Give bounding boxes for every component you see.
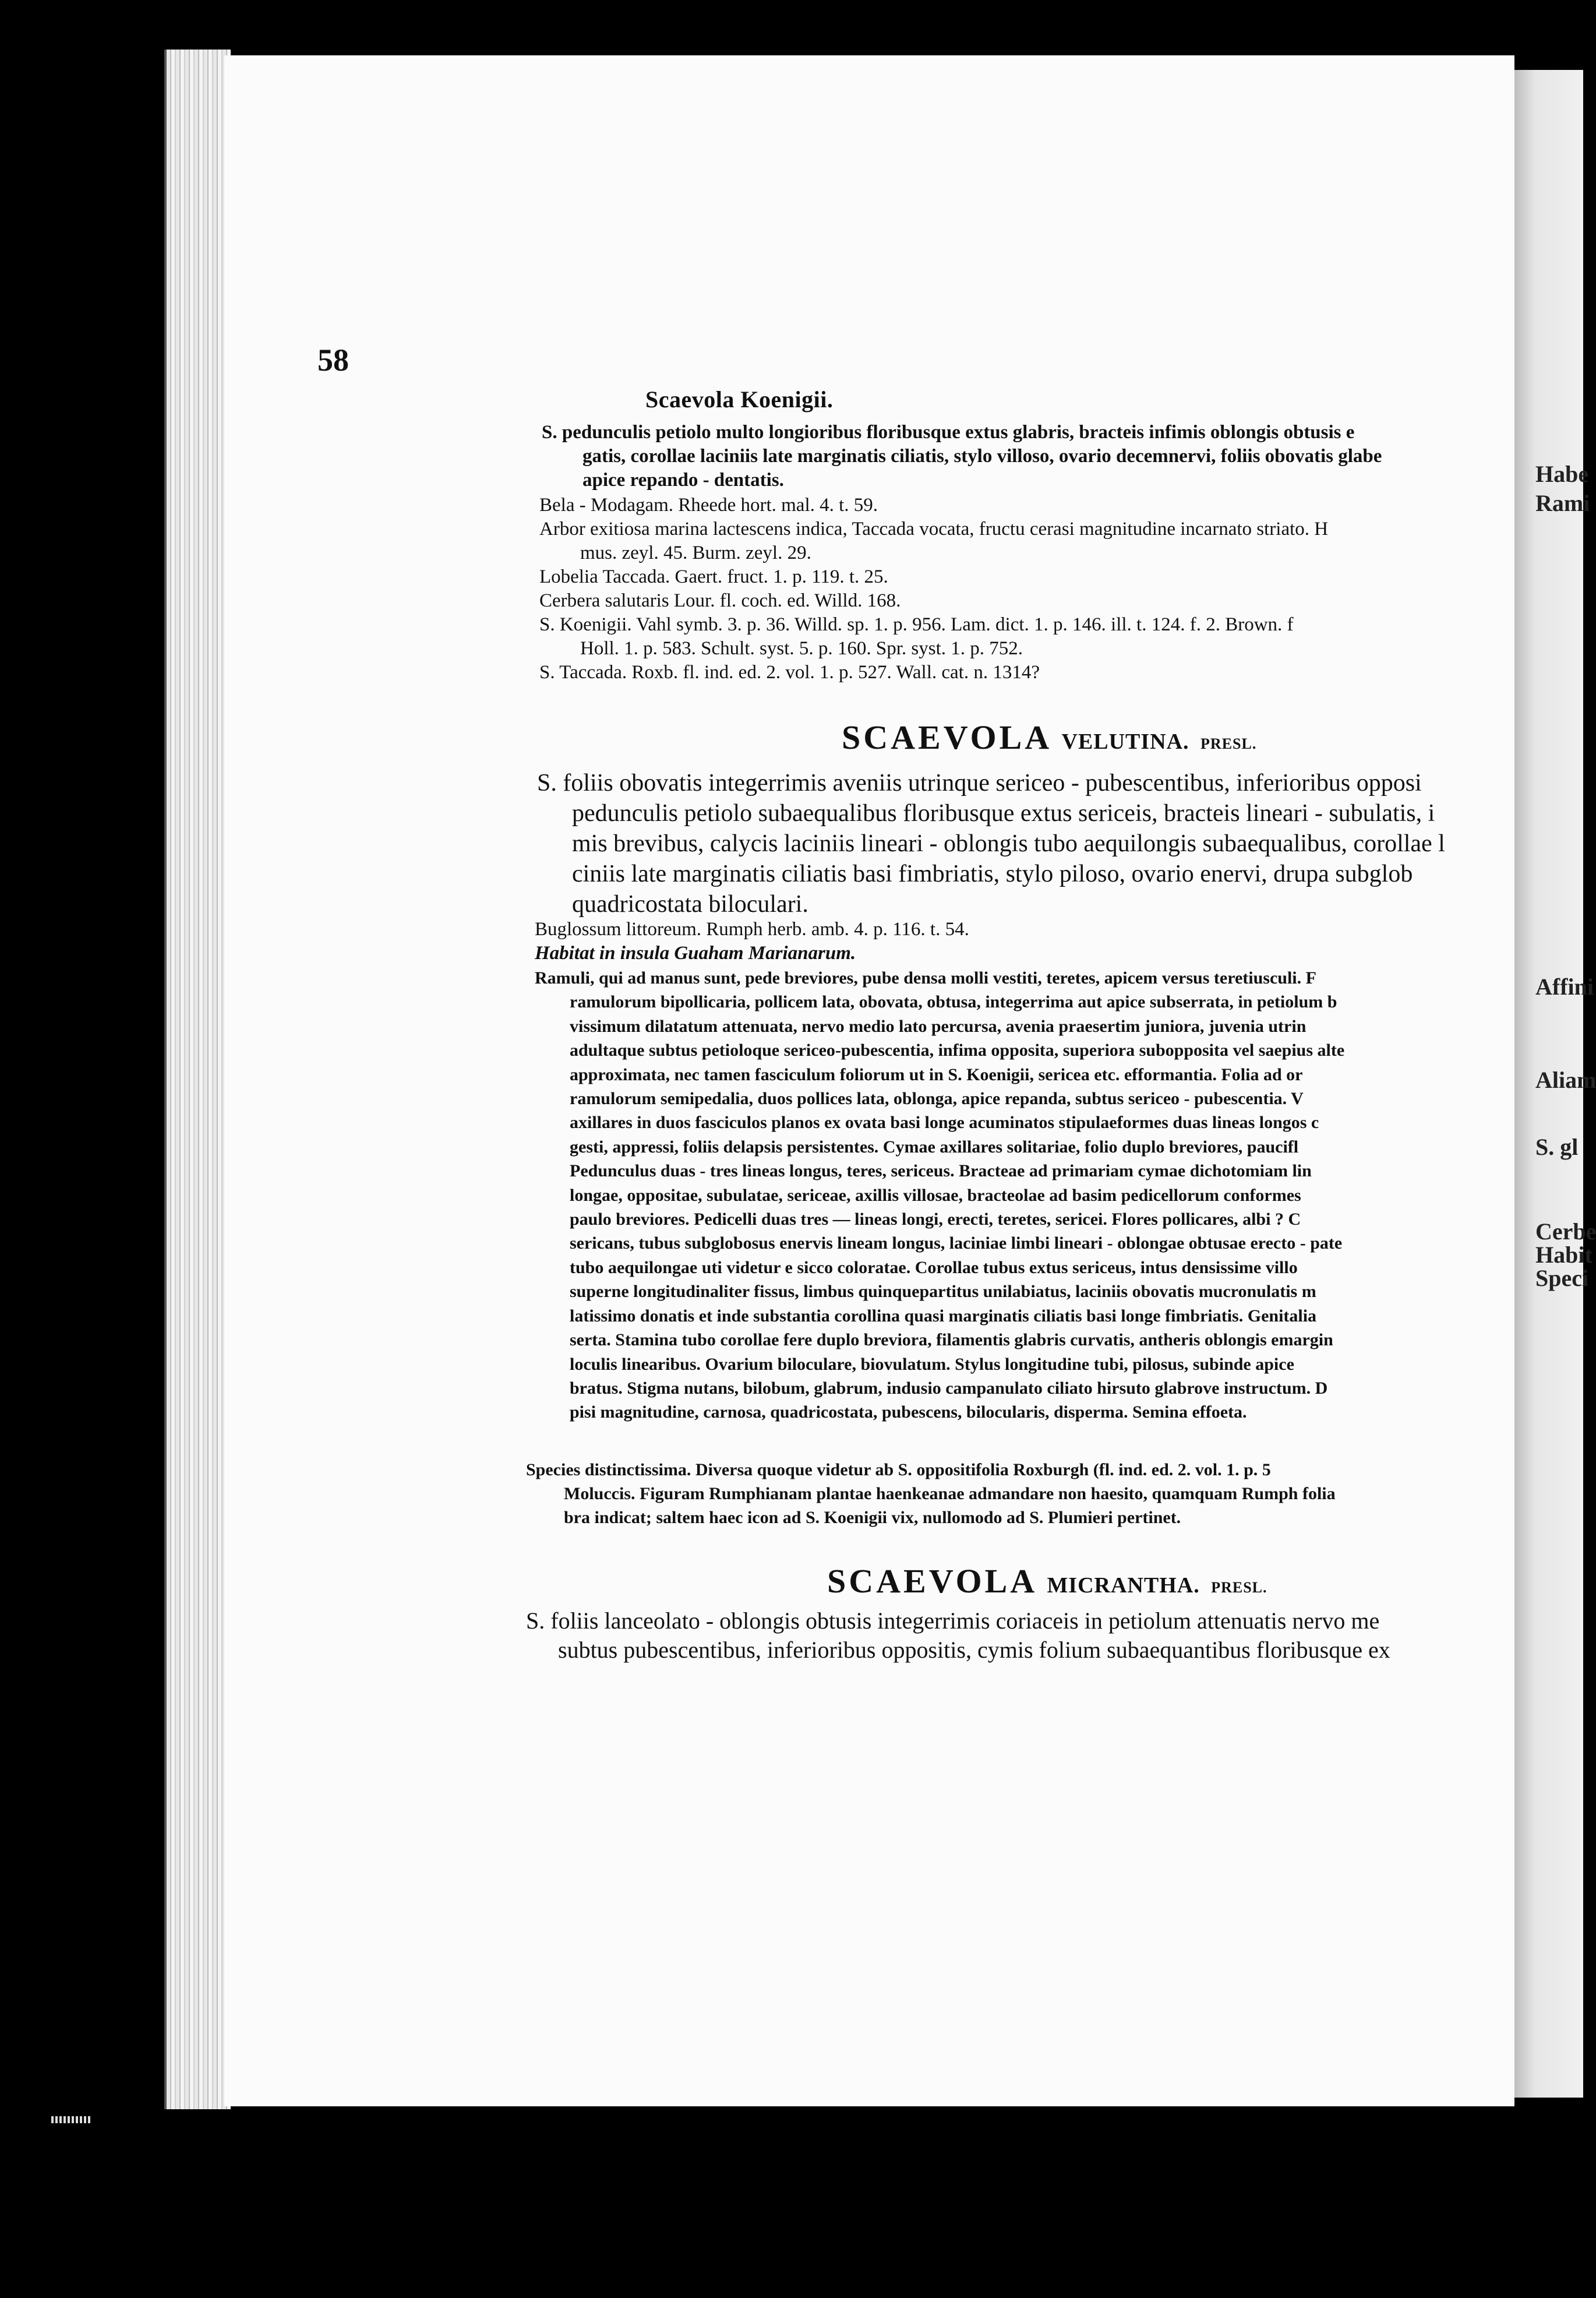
text-line: S. foliis obovatis integerrimis aveniis utrinque sericeo - pubescentibus, inferioribus opposi <box>537 770 1422 796</box>
genus-name: SCAEVOLA <box>827 1562 1036 1600</box>
next-page-fragment: Speci <box>1535 1265 1589 1291</box>
next-page-fragment: S. gl <box>1535 1134 1579 1160</box>
text-line: Lobelia Taccada. Gaert. fruct. 1. p. 119. t. 25. <box>539 566 888 587</box>
text-line: pedunculis petiolo subaequalibus floribusque extus sericeis, bracteis lineari - subulatis, i <box>572 800 1435 827</box>
micrantha-diagnosis <box>526 1606 1390 1665</box>
text-line: Cerbera salutaris Lour. fl. coch. ed. Willd. 168. <box>539 590 901 611</box>
text-line: approximata, nec tamen fasciculum foliorum ut in S. Koenigii, sericea etc. efformantia. Folia ad or <box>570 1065 1303 1084</box>
text-line: bratus. Stigma nutans, bilobum, glabrum, indusio campanulato ciliato hirsuto glabrove instructum. D <box>570 1378 1328 1398</box>
micrantha-heading <box>827 1562 1267 1601</box>
text-line: ciniis late marginatis ciliatis basi fimbriatis, stylo piloso, ovario enervi, drupa subglob <box>572 861 1413 887</box>
velutina-description <box>535 966 1344 1425</box>
velutina-habitat: Habitat in insula Guaham Marianarum. <box>535 943 856 964</box>
velutina-diagnosis <box>537 768 1445 919</box>
page-number: 58 <box>317 343 349 378</box>
text-line: vissimum dilatatum attenuata, nervo medio lato percursa, avenia praesertim juniora, juvenia utrin <box>570 1016 1307 1036</box>
author-name: PRESL. <box>1211 1579 1267 1596</box>
koenigii-diagnosis <box>542 421 1382 492</box>
text-line: mis brevibus, calycis laciniis lineari - oblongis tubo aequilongis subaequalibus, corollae l <box>572 830 1445 857</box>
genus-name: SCAEVOLA <box>842 718 1050 756</box>
text-line: subtus pubescentibus, inferioribus oppositis, cymis folium subaequantibus floribusque ex <box>558 1637 1390 1663</box>
next-page-fragment: Habit <box>1535 1242 1593 1268</box>
velutina-synonym: Buglossum littoreum. Rumph herb. amb. 4. p. 116. t. 54. <box>535 919 969 940</box>
text-line: Species distinctissima. Diversa quoque videtur ab S. oppositifolia Roxburgh (fl. ind. ed. 2. vol. 1. p. 5 <box>526 1460 1271 1479</box>
text-line: bra indicat; saltem haec icon ad S. Koenigii vix, nullomodo ad S. Plumieri pertinet. <box>564 1508 1181 1527</box>
text-line: pisi magnitudine, carnosa, quadricostata, pubescens, bilocularis, disperma. Semina effoeta. <box>570 1402 1247 1422</box>
next-page-fragment: Habe <box>1535 461 1589 487</box>
text-line: Pedunculus duas - tres lineas longus, teres, sericeus. Bracteae ad primariam cymae dichotomiam lin <box>570 1161 1312 1181</box>
text-line: ramulorum bipollicaria, pollicem lata, obovata, obtusa, integerrima aut apice subserrata, in petiolum b <box>570 992 1337 1012</box>
next-page-fragment: Cerbe <box>1535 1218 1596 1245</box>
velutina-heading <box>842 718 1256 757</box>
text-line: S. pedunculis petiolo multo longioribus floribusque extus glabris, bracteis infimis oblongis obtusis e <box>542 422 1355 443</box>
text-line: S. foliis lanceolato - oblongis obtusis integerrimis coriaceis in petiolum attenuatis nervo me <box>526 1608 1380 1634</box>
text-line: paulo breviores. Pedicelli duas tres — lineas longi, erecti, teretes, sericei. Flores pollicares, albi ? C <box>570 1210 1301 1229</box>
text-line: Bela - Modagam. Rheede hort. mal. 4. t. 59. <box>539 495 878 516</box>
text-line: Ramuli, qui ad manus sunt, pede breviores, pube densa molli vestiti, teretes, apicem versus teretiusculi. F <box>535 968 1316 988</box>
species-name: MICRANTHA. <box>1047 1573 1200 1598</box>
book-page-edges <box>164 50 231 2109</box>
text-line: Arbor exitiosa marina lactescens indica, Taccada vocata, fructu cerasi magnitudine incarnato striato. H <box>539 519 1329 540</box>
next-page-fragment: Affini <box>1535 974 1594 1000</box>
scan-ruler-marker <box>51 2116 92 2123</box>
text-line: tubo aequilongae uti videtur e sicco coloratae. Corollae tubus extus sericeus, intus densissime villo <box>570 1257 1298 1277</box>
text-line: S. Taccada. Roxb. fl. ind. ed. 2. vol. 1. p. 527. Wall. cat. n. 1314? <box>539 662 1040 683</box>
text-line: gatis, corollae laciniis late marginatis ciliatis, stylo villoso, ovario decemnervi, foliis obovatis glabe <box>582 446 1382 467</box>
text-line: superne longitudinaliter fissus, limbus quinquepartitus unilabiatus, laciniis obovatis mucronulatis m <box>570 1282 1316 1302</box>
text-line: longae, oppositae, subulatae, sericeae, axillis villosae, bracteolae ad basim pedicellorum conformes <box>570 1185 1301 1205</box>
text-line: adultaque subtus petioloque sericeo-pubescentia, infima opposita, superiora subopposita vel saepius alte <box>570 1041 1345 1060</box>
text-line: Holl. 1. p. 583. Schult. syst. 5. p. 160. Spr. syst. 1. p. 752. <box>580 638 1023 659</box>
text-line: serta. Stamina tubo corollae fere duplo breviora, filamentis glabris curvatis, antheris oblongis emargin <box>570 1330 1333 1350</box>
text-line: mus. zeyl. 45. Burm. zeyl. 29. <box>580 542 811 563</box>
author-name: PRESL. <box>1200 735 1257 752</box>
text-line: axillares in duos fasciculos planos ex ovata basi longe acuminatos stipulaeformes duas lineas longos c <box>570 1113 1319 1133</box>
text-line: loculis linearibus. Ovarium biloculare, biovulatum. Stylus longitudine tubi, pilosus, subinde apice <box>570 1354 1294 1374</box>
text-line: gesti, appressi, foliis delapsis persistentes. Cymae axillares solitariae, folio duplo breviores, paucifl <box>570 1137 1299 1157</box>
text-line: quadricostata biloculari. <box>572 891 808 918</box>
koenigii-title: Scaevola Koenigii. <box>645 386 834 413</box>
text-line: Moluccis. Figuram Rumphianam plantae haenkeanae admandare non haesito, quamquam Rumph folia <box>564 1484 1336 1503</box>
text-line: sericans, tubus subglobosus enervis lineam longus, laciniae limbi lineari - oblongae obtusae erecto - pate <box>570 1233 1343 1253</box>
text-line: ramulorum semipedalia, duos pollices lata, oblonga, apice repanda, subtus sericeo - pubescentia. V <box>570 1089 1304 1109</box>
next-page-fragment: Aliam <box>1535 1067 1596 1093</box>
koenigii-synonyms <box>539 494 1328 685</box>
text-line: apice repando - dentatis. <box>582 470 784 491</box>
text-line: latissimo donatis et inde substantia corollina quasi marginatis ciliatis basi longe fimbriatis. Genitalia <box>570 1306 1317 1326</box>
species-name: VELUTINA. <box>1061 729 1189 754</box>
velutina-remarks <box>526 1458 1336 1529</box>
text-line: S. Koenigii. Vahl symb. 3. p. 36. Willd. sp. 1. p. 956. Lam. dict. 1. p. 146. ill. t. 124. f. 2. Brown. f <box>539 614 1294 635</box>
next-page-fragment: Rami <box>1535 490 1590 516</box>
adjacent-page-strip <box>1514 70 1596 2098</box>
